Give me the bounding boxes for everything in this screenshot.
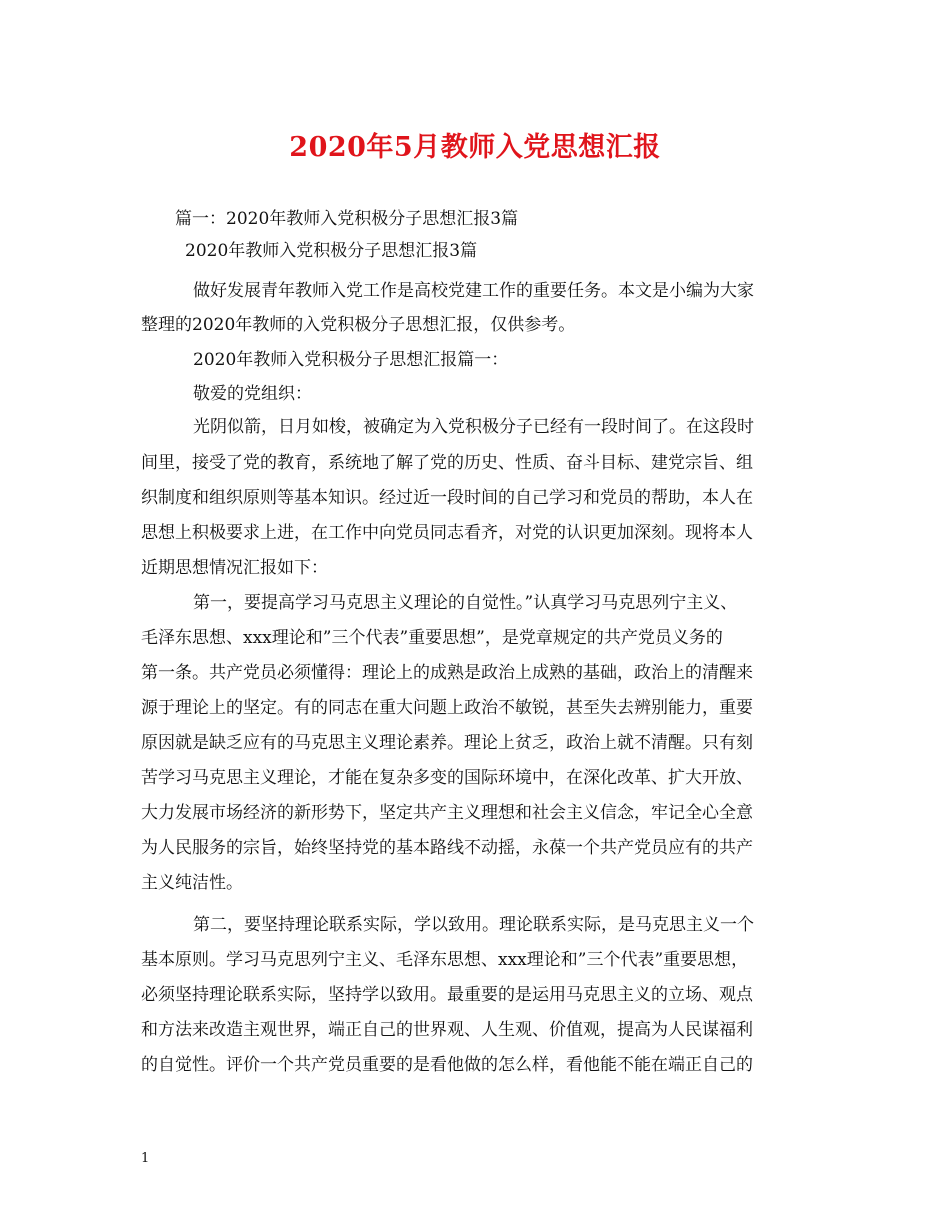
text-line-section-heading: 篇一：2020年教师入党积极分子思想汇报3篇 — [175, 209, 519, 229]
text-line: 原因就是缺乏应有的马克思主义理论素养。理论上贫乏，政治上就不清醒。只有刻 — [141, 733, 753, 753]
text-line-subheading: 2020年教师入党积极分子思想汇报3篇 — [185, 241, 478, 261]
document-title: 2020年5月教师入党思想汇报 — [289, 132, 661, 163]
text-line: 间里，接受了党的教育，系统地了解了党的历史、性质、奋斗目标、建党宗旨、组 — [141, 453, 753, 473]
page-number: 1 — [141, 1151, 150, 1166]
text-line: 必须坚持理论联系实际，坚持学以致用。最重要的是运用马克思主义的立场、观点 — [141, 985, 753, 1005]
text-line: 第一，要提高学习马克思主义理论的自觉性。”认真学习马克思列宁主义、 — [193, 593, 738, 613]
text-line: 主义纯洁性。 — [141, 873, 243, 893]
text-line: 第二，要坚持理论联系实际，学以致用。理论联系实际，是马克思主义一个 — [193, 915, 754, 935]
text-line: 织制度和组织原则等基本知识。经过近一段时间的自己学习和党员的帮助，本人在 — [141, 488, 753, 508]
text-line: 2020年教师入党积极分子思想汇报篇一： — [193, 350, 509, 370]
text-line: 大力发展市场经济的新形势下，坚定共产主义理想和社会主义信念，牢记全心全意 — [141, 803, 753, 823]
text-line: 思想上积极要求上进，在工作中向党员同志看齐，对党的认识更加深刻。现将本人 — [141, 523, 753, 543]
text-line: 苦学习马克思主义理论，才能在复杂多变的国际环境中，在深化改革、扩大开放、 — [141, 768, 753, 788]
text-line: 做好发展青年教师入党工作是高校党建工作的重要任务。本文是小编为大家 — [193, 281, 754, 301]
text-line: 近期思想情况汇报如下： — [141, 558, 328, 578]
text-line-salutation: 敬爱的党组织： — [193, 384, 312, 404]
text-line: 源于理论上的坚定。有的同志在重大问题上政治不敏锐，甚至失去辨别能力，重要 — [141, 698, 753, 718]
text-line: 基本原则。学习马克思列宁主义、毛泽东思想、xxx理论和”三个代表”重要思想， — [141, 950, 749, 970]
text-line: 毛泽东思想、xxx理论和”三个代表”重要思想”，是党章规定的共产党员义务的 — [141, 628, 723, 648]
text-line: 光阴似箭，日月如梭，被确定为入党积极分子已经有一段时间了。在这段时 — [193, 417, 754, 437]
text-line: 为人民服务的宗旨，始终坚持党的基本路线不动摇，永葆一个共产党员应有的共产 — [141, 838, 753, 858]
text-line: 的自觉性。评价一个共产党员重要的是看他做的怎么样，看他能不能在端正自己的 — [141, 1055, 753, 1075]
text-line: 第一条。共产党员必须懂得：理论上的成熟是政治上成熟的基础，政治上的清醒来 — [141, 663, 753, 683]
text-line: 和方法来改造主观世界，端正自己的世界观、人生观、价值观，提高为人民谋福利 — [141, 1020, 753, 1040]
text-line: 整理的2020年教师的入党积极分子思想汇报，仅供参考。 — [141, 315, 576, 335]
